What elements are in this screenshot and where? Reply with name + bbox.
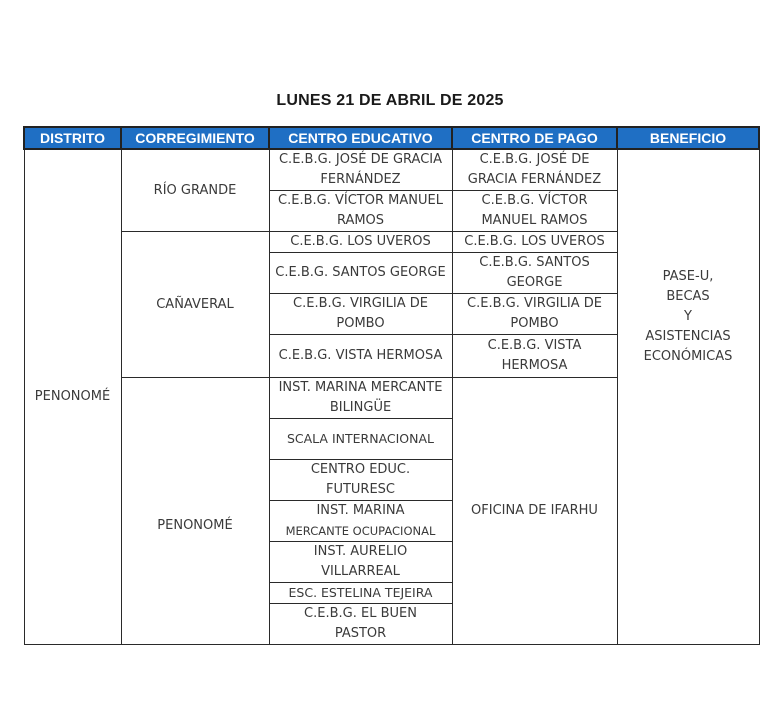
centro-educativo-cell: ESC. ESTELINA TEJEIRA (269, 583, 452, 604)
column-header-centro-educativo: CENTRO EDUCATIVO (269, 127, 452, 149)
centro-educativo-cell: C.E.B.G. LOS UVEROS (269, 232, 452, 253)
centro-de-pago-cell: C.E.B.G. VIRGILIA DE POMBO (452, 294, 617, 335)
centro-de-pago-cell: C.E.B.G. LOS UVEROS (452, 232, 617, 253)
centro-educativo-cell: C.E.B.G. EL BUEN PASTOR (269, 604, 452, 645)
centro-educativo-cell: C.E.B.G. VÍCTOR MANUEL RAMOS (269, 191, 452, 232)
corregimiento-cell: RÍO GRANDE (121, 149, 269, 232)
centro-de-pago-cell: C.E.B.G. VÍCTOR MANUEL RAMOS (452, 191, 617, 232)
centro-educativo-cell: C.E.B.G. VISTA HERMOSA (269, 335, 452, 378)
header-row (24, 127, 759, 149)
centro-de-pago-cell: OFICINA DE IFARHU (452, 378, 617, 645)
centro-educativo-cell: SCALA INTERNACIONAL (269, 419, 452, 460)
centro-educativo-cell: INST. MARINA MERCANTE BILINGÜE (269, 378, 452, 419)
centro-educativo-cell: CENTRO EDUC. FUTURESC (269, 460, 452, 501)
schedule-table (23, 126, 760, 645)
centro-educativo-cell: C.E.B.G. JOSÉ DE GRACIA FERNÁNDEZ (269, 149, 452, 191)
beneficio-line: ECONÓMICAS (643, 349, 733, 364)
column-header-beneficio: BENEFICIO (617, 127, 759, 149)
centro-de-pago-cell: C.E.B.G. SANTOS GEORGE (452, 253, 617, 294)
beneficio-line: BECAS (666, 289, 710, 304)
centro-educativo-cell: INST. AURELIO VILLARREAL (269, 542, 452, 583)
centro-de-pago-cell: C.E.B.G. VISTA HERMOSA (452, 335, 617, 378)
centro-educativo-cell: C.E.B.G. SANTOS GEORGE (269, 253, 452, 294)
table-row (24, 149, 759, 191)
centro-line: INST. MARINA (316, 503, 405, 518)
corregimiento-cell: CAÑAVERAL (121, 232, 269, 378)
column-header-centro-de-pago: CENTRO DE PAGO (452, 127, 617, 149)
beneficio-cell (617, 149, 759, 645)
centro-de-pago-cell: C.E.B.G. JOSÉ DE GRACIA FERNÁNDEZ (452, 149, 617, 191)
corregimiento-cell: PENONOMÉ (121, 378, 269, 645)
beneficio-line: ASISTENCIAS (645, 329, 731, 344)
distrito-cell: PENONOMÉ (24, 149, 121, 645)
beneficio-line: PASE-U, (662, 269, 714, 284)
centro-educativo-cell: C.E.B.G. VIRGILIA DE POMBO (269, 294, 452, 335)
column-header-distrito: DISTRITO (24, 127, 121, 149)
column-header-corregimiento: CORREGIMIENTO (121, 127, 269, 149)
centro-educativo-cell (269, 501, 452, 542)
beneficio-line: Y (684, 309, 692, 324)
centro-line: MERCANTE OCUPACIONAL (285, 524, 436, 538)
page-title: LUNES 21 DE ABRIL DE 2025 (276, 92, 504, 109)
